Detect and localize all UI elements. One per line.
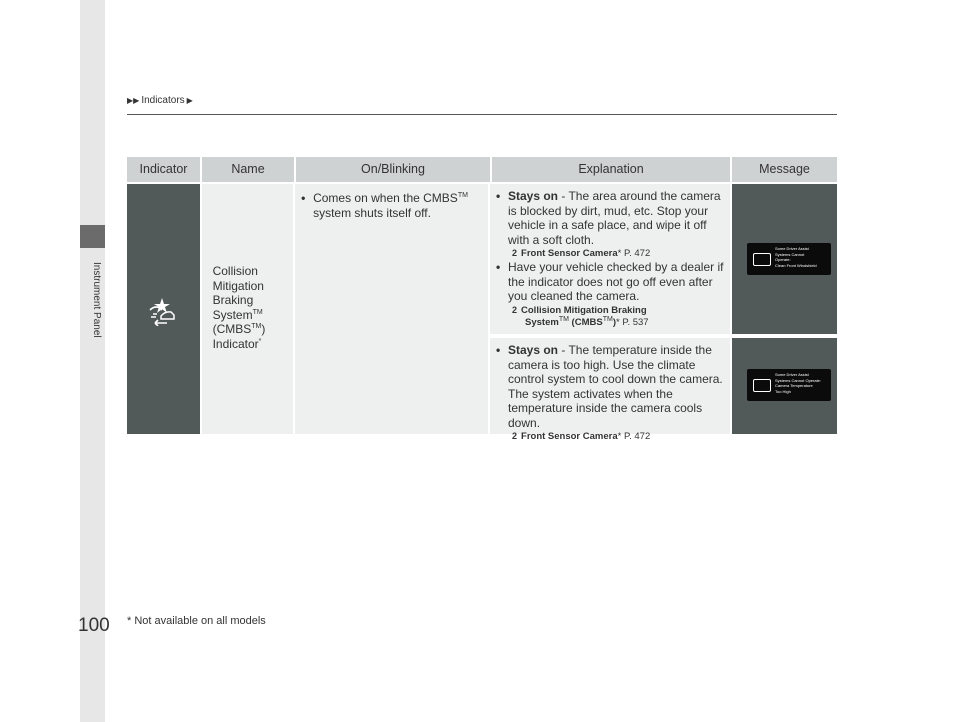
bullet-icon: • — [496, 189, 501, 203]
header-explanation: Explanation — [492, 157, 732, 182]
ref-title: (CMBS — [568, 316, 603, 328]
footnote: * Not available on all models — [127, 615, 266, 627]
sub-row — [490, 184, 837, 334]
bullet-icon: • — [496, 343, 501, 357]
text: system shuts itself off. — [313, 205, 431, 220]
name-cell — [202, 184, 293, 434]
trademark: TM — [602, 315, 613, 323]
ref-page: P. 537 — [619, 316, 649, 328]
ref-title: System — [525, 316, 559, 328]
message-cell — [732, 184, 837, 334]
message-line: Some Driver Assist — [775, 372, 809, 377]
page-reference[interactable] — [512, 304, 724, 329]
explanation-bullet — [496, 260, 724, 304]
ref-title: Collision Mitigation Braking — [521, 304, 647, 316]
bold-label: Stays on — [508, 189, 559, 203]
header-name: Name — [202, 157, 296, 182]
camera-icon — [753, 379, 771, 392]
name-line: Mitigation — [212, 278, 264, 293]
footnote-marker: * — [615, 316, 620, 328]
header-message: Message — [759, 162, 810, 176]
name-line — [213, 337, 266, 352]
message-cell — [732, 338, 837, 434]
cmbs-warning-icon — [147, 296, 177, 326]
name-line-text: ) — [261, 322, 266, 336]
trademark: TM — [252, 308, 263, 316]
camera-icon — [753, 253, 771, 266]
bullet-text — [508, 189, 724, 247]
table-header — [127, 157, 837, 182]
message-line: Clean Front Windshield — [775, 262, 817, 268]
on-blinking-text — [301, 191, 481, 220]
bullet-text: Have your vehicle checked by a dealer if the indicator does not go off even after you cleaned the camera. — [508, 260, 724, 303]
indicator-name — [213, 264, 266, 351]
trademark: TM — [558, 315, 569, 323]
page-reference[interactable] — [512, 247, 724, 260]
trademark: TM — [457, 192, 468, 199]
ref-title: Front Sensor Camera — [521, 431, 618, 442]
explanation-cell — [490, 184, 730, 334]
indicator-cell — [127, 184, 200, 434]
message-line: Operate: — [775, 257, 791, 262]
text: - The temperature inside the camera is too high. Use the climate control system to cool down the camera. The system activates when the temperature inside the camera cools down. — [508, 343, 723, 430]
reference-icon: 2 — [512, 431, 518, 441]
message-line: Too High — [775, 388, 791, 394]
breadcrumb-arrow-icon: ▶ — [186, 96, 193, 105]
section-tab — [80, 225, 105, 248]
explanation-bullet — [496, 189, 724, 247]
text: Comes on when the CMBS — [313, 191, 458, 205]
bullet-icon: • — [496, 260, 501, 274]
text: - The area around the camera is blocked by dirt, mud, etc. Stop your vehicle in a safe place, and wipe it off with a soft cloth. — [508, 189, 721, 247]
header-rule — [127, 114, 837, 115]
on-blinking-body — [313, 191, 481, 220]
explanation-body — [496, 189, 724, 329]
ref-title: ) — [612, 316, 616, 328]
bold-label: Stays on — [508, 343, 559, 357]
message-display — [747, 243, 831, 275]
bullet-text — [508, 343, 724, 430]
breadcrumb-arrow-icon: ▶▶ — [127, 96, 140, 105]
explanation-column — [490, 184, 837, 442]
message-line: Systems Cannot — [775, 251, 805, 257]
name-line-text: Indicator — [212, 336, 259, 351]
ref-page: P. 472 — [621, 248, 651, 259]
indicator-table — [127, 157, 837, 442]
explanation-cell — [490, 338, 730, 442]
footnote-marker: * — [258, 337, 262, 345]
page-number: 100 — [78, 615, 110, 636]
ref-page: P. 472 — [621, 431, 651, 442]
explanation-body — [496, 343, 724, 443]
message-line: Systems Cannot Operate: — [775, 377, 822, 383]
breadcrumb — [127, 95, 193, 106]
on-blinking-cell — [295, 184, 488, 434]
footnote-marker: * — [617, 248, 622, 259]
message-display — [747, 369, 831, 401]
message-text — [775, 372, 821, 394]
section-label: Instrument Panel — [91, 262, 102, 338]
message-text — [775, 246, 817, 268]
name-line — [213, 308, 266, 323]
name-line: Collision — [212, 264, 258, 278]
name-line: Braking — [212, 293, 254, 307]
table-row — [127, 184, 837, 442]
trademark: TM — [251, 323, 262, 330]
sub-row — [490, 338, 837, 442]
reference-icon: 2 — [512, 304, 518, 315]
ref-title: Front Sensor Camera — [521, 248, 618, 259]
sidebar-strip — [80, 0, 105, 722]
reference-icon: 2 — [512, 248, 518, 258]
breadcrumb-label[interactable]: Indicators — [141, 95, 185, 106]
explanation-bullet — [496, 343, 724, 430]
footnote-marker: * — [617, 431, 622, 442]
message-line: Some Driver Assist — [775, 246, 809, 251]
page-reference[interactable] — [512, 430, 724, 443]
name-line-text: (CMBS — [212, 322, 252, 336]
header-indicator: Indicator — [127, 157, 202, 182]
name-line — [213, 322, 266, 337]
bullet-icon: • — [301, 191, 306, 205]
message-line: Camera Temperature — [775, 383, 813, 388]
header-on-blinking: On/Blinking — [296, 157, 492, 182]
name-line-text: System — [212, 307, 253, 322]
